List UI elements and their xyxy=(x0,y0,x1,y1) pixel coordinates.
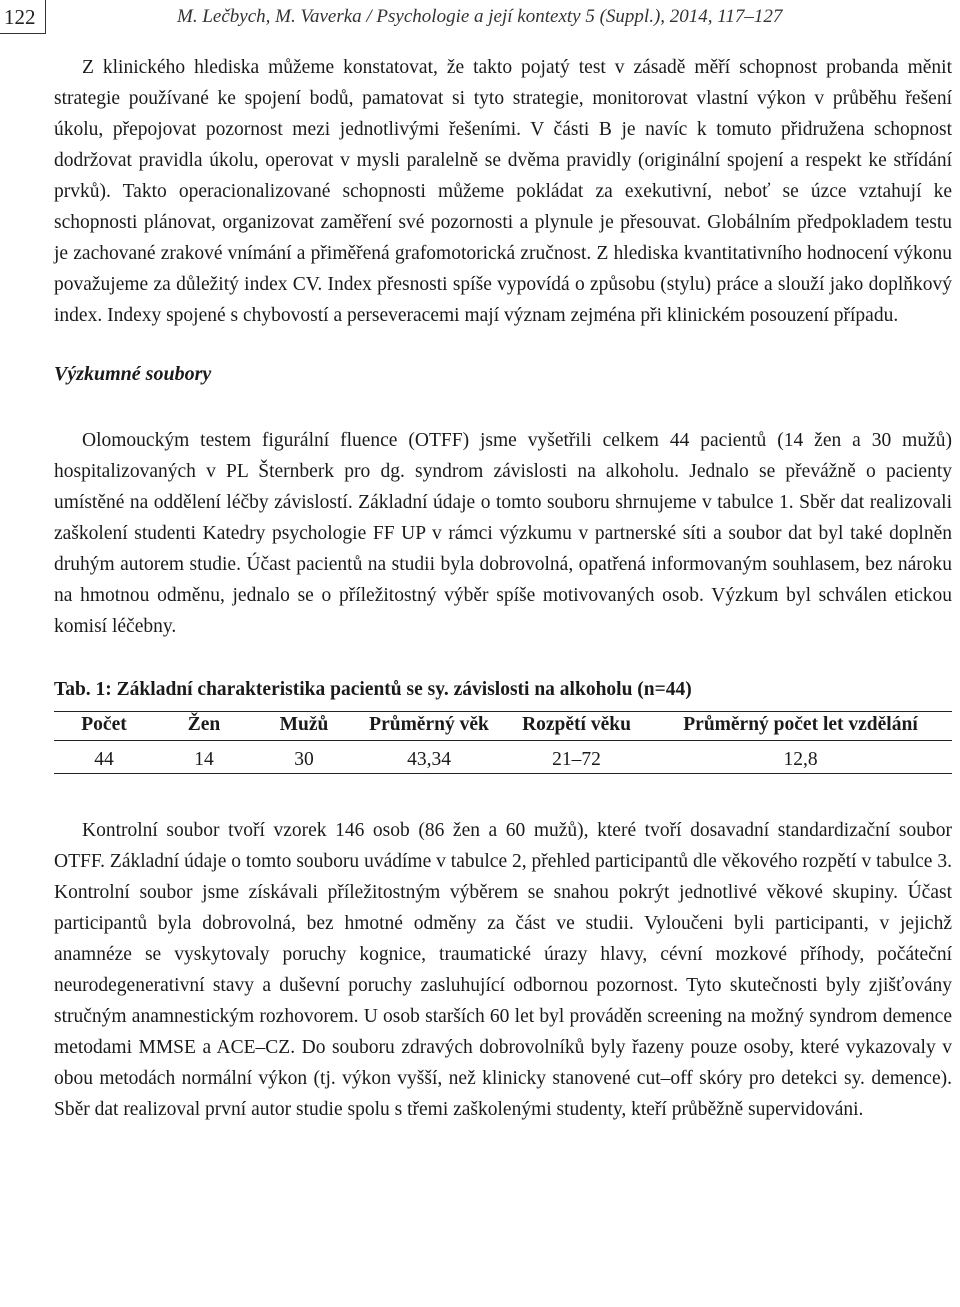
section-heading: Výzkumné soubory xyxy=(54,363,212,385)
table-caption: Tab. 1: Základní charakteristika pacientů se sy. závislosti na alkoholu (n=44) xyxy=(54,679,692,700)
cell-women: 14 xyxy=(154,741,254,774)
header-age-range: Rozpětí věku xyxy=(504,712,649,741)
cell-men: 30 xyxy=(254,741,354,774)
table-row xyxy=(54,741,952,774)
article-body xyxy=(54,52,952,1125)
cell-mean-age: 43,34 xyxy=(354,741,504,774)
paragraph-test-interpretation: Z klinického hlediska můžeme konstatovat, že takto pojatý test v zásadě měří schopnost probanda měnit strategie používané ke spojení bodů, pamatovat si tyto strategie, monitorovat vlastní výkon v průběhu řešení úkolu, přepojovat pozornost mezi jednotlivými řešeními. V části B je navíc k tomuto přidružena schopnost dodržovat pravidla úkolu, operovat v mysli paralelně se dvěma pravidly (originální spojení a respekt ke střídání prvků). Takto operacionalizované schopnosti můžeme pokládat za exekutivní, neboť se úzce vztahují ke schopnosti plánovat, organizovat zaměření své pozornosti a plynule je přesouvat. Globálním předpokladem testu je zachované zrakové vnímání a přiměřená grafomotorická zručnost. Z hlediska kvantitativního hodnocení výkonu považujeme za důležitý index CV. Index přesnosti spíše vypovídá o způsobu (stylu) práce a slouží jako doplňkový index. Indexy spojené s chybovostí a perseveracemi mají význam zejména při klinickém posouzení případu. xyxy=(54,57,952,326)
header-mean-education: Průměrný počet let vzdělání xyxy=(649,712,952,741)
running-head: M. Lečbych, M. Vaverka / Psychologie a její kontexty 5 (Suppl.), 2014, 117–127 xyxy=(177,6,783,27)
cell-count: 44 xyxy=(54,741,154,774)
header-count: Počet xyxy=(54,712,154,741)
header-women: Žen xyxy=(154,712,254,741)
page-number: 122 xyxy=(4,5,36,29)
header-underline xyxy=(0,33,46,34)
paragraph-control-sample: Kontrolní soubor tvoří vzorek 146 osob (86 žen a 60 mužů), které tvoří dosavadní standardizační soubor OTFF. Základní údaje o tomto souboru uvádíme v tabulce 2, přehled participantů dle věkového rozpětí v tabulce 3. Kontrolní soubor jsme získávali příležitostným výběrem se snahou pokrýt jednotlivé věkové skupiny. Účast participantů byla dobrovolná, bez hmotné odměny za část ve studii. Vyloučeni byli participanti, v jejichž anamnéze se vyskytovaly poruchy kognice, traumatické úrazy hlavy, cévní mozkové příhody, počáteční neurodegenerativní stavy a duševní poruchy zasluhující odbornou pozornost. Tyto skutečnosti byly zjišťovány stručným anamnestickým rozhovorem. U osob starších 60 let byl prováděn screening na možný syndrom demence metodami MMSE a ACE–CZ. Do souboru zdravých dobrovolníků byly řazeny pouze osoby, které vykazovaly v obou metodách normální výkon (tj. výkon vyšší, než klinicky stanovené cut–off skóry pro detekci sy. demence). Sběr dat realizoval první autor studie spolu s třemi zaškolenými studenty, kteří průběžně supervidováni. xyxy=(54,820,952,1120)
header-divider xyxy=(45,0,46,34)
table-header-row xyxy=(54,712,952,741)
paragraph-patient-sample: Olomouckým testem figurální fluence (OTFF) jsme vyšetřili celkem 44 pacientů (14 žen a 30 mužů) hospitalizovaných v PL Šternberk pro dg. syndrom závislosti na alkoholu. Jednalo se převážně o pacienty umístěné na oddělení léčby závislostí. Základní údaje o tomto souboru shrnujeme v tabulce 1. Sběr dat realizovali zaškolení studenti Katedry psychologie FF UP v rámci výzkumu v partnerské síti a soubor dat byl také doplněn druhým autorem studie. Účast pacientů na studii byla dobrovolná, opatřená informovaným souhlasem, bez nároku na hmotnou odměnu, jednalo se o příležitostný výběr spíše motivovaných osob. Výzkum byl schválen etickou komisí léčebny. xyxy=(54,430,952,637)
cell-mean-education: 12,8 xyxy=(649,741,952,774)
patient-characteristics-table xyxy=(54,711,952,774)
header-men: Mužů xyxy=(254,712,354,741)
page-header xyxy=(0,0,960,40)
cell-age-range: 21–72 xyxy=(504,741,649,774)
header-mean-age: Průměrný věk xyxy=(354,712,504,741)
